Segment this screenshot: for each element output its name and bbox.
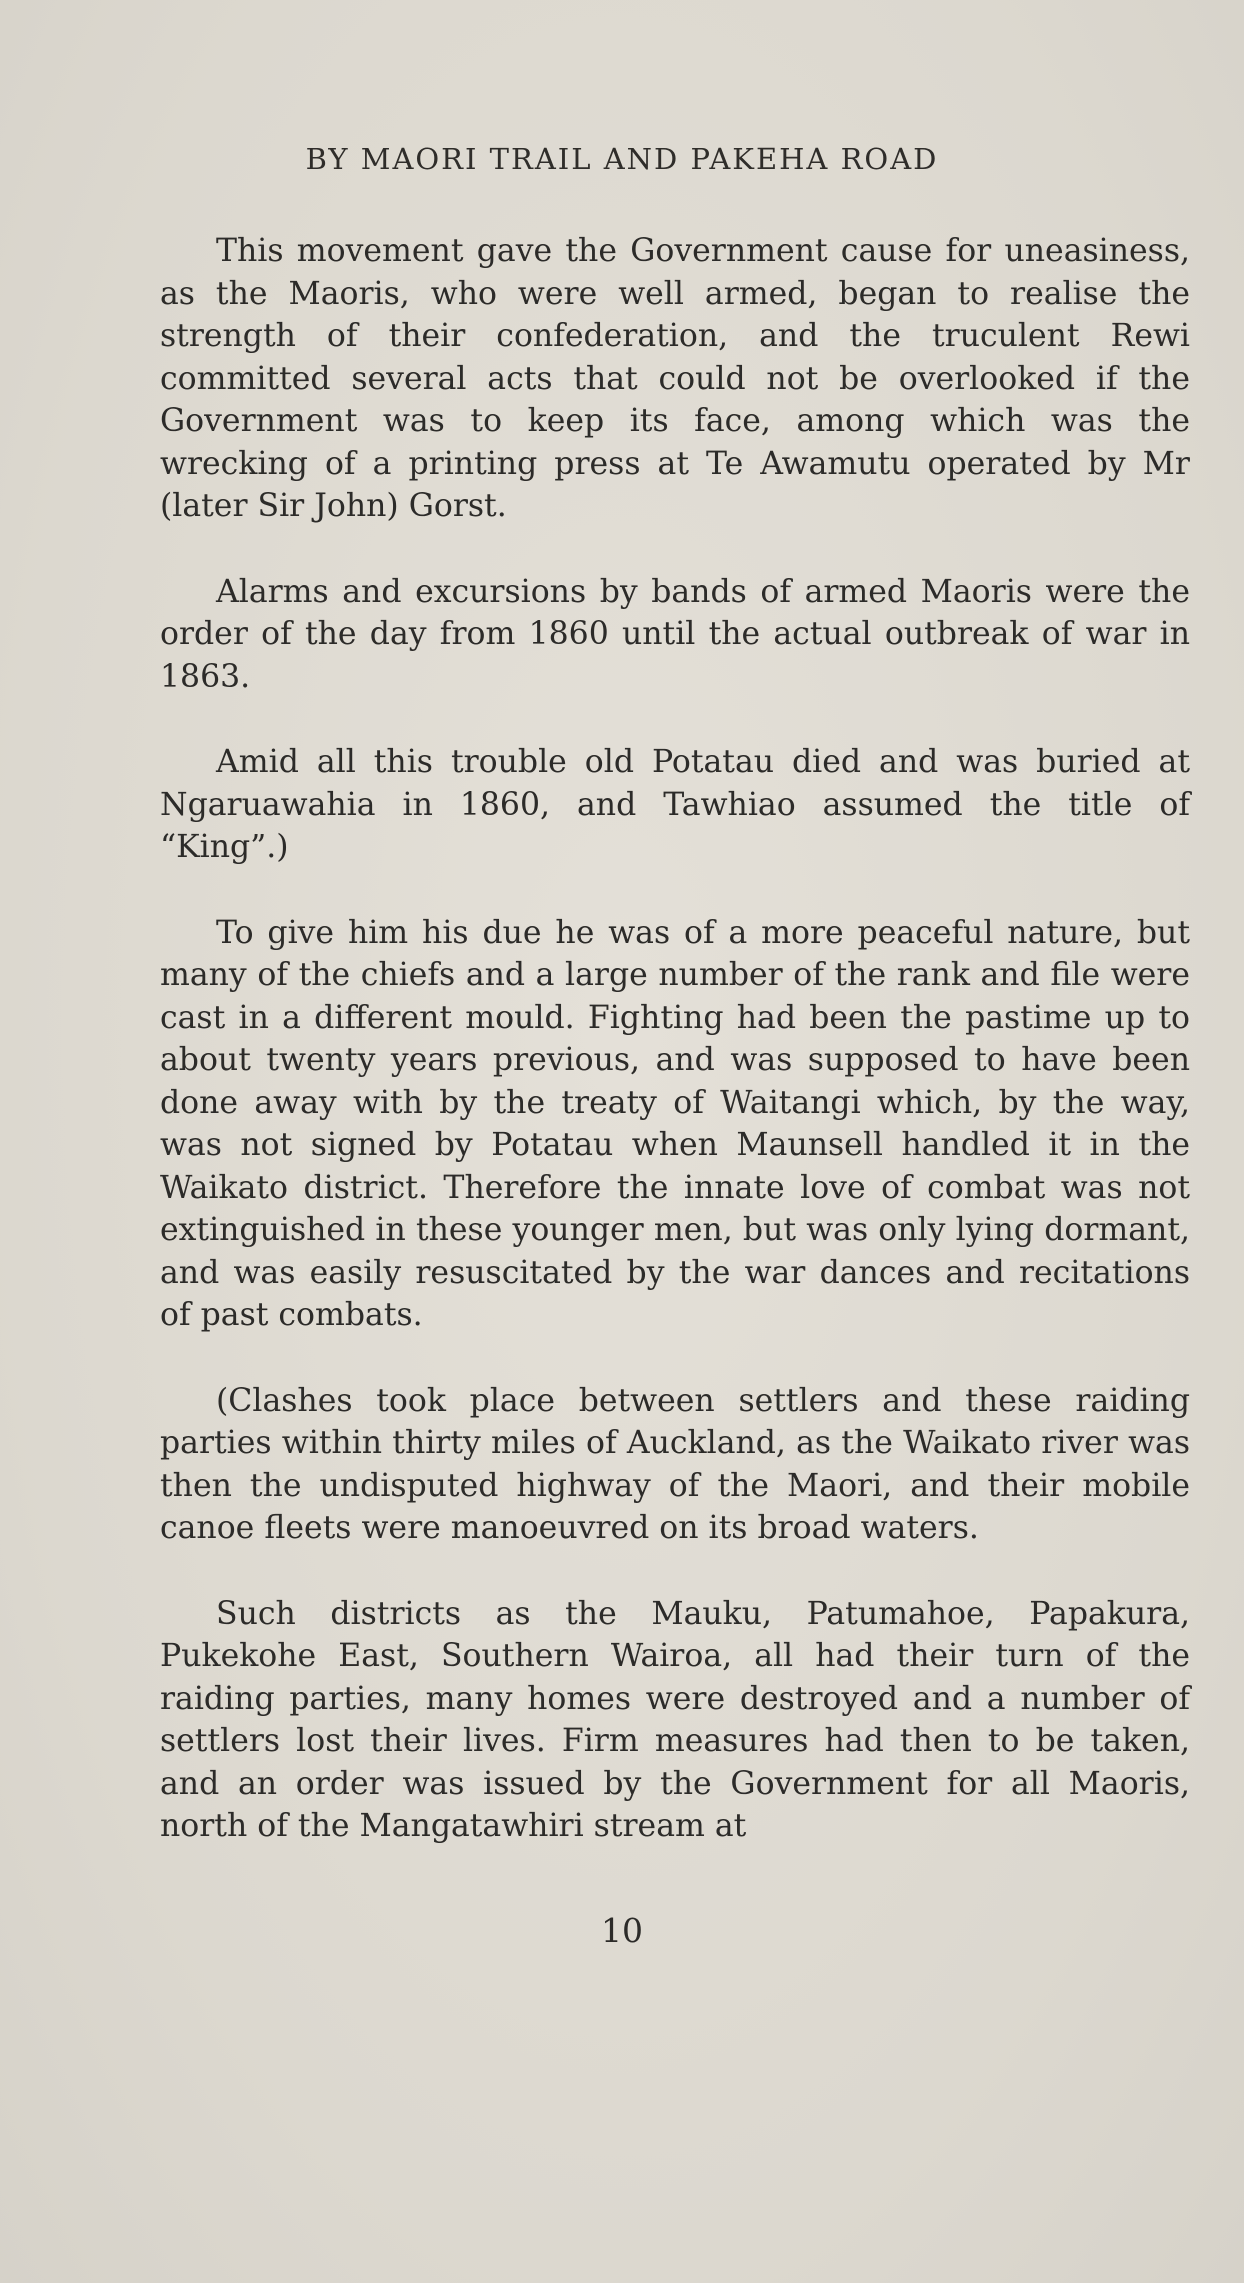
- paragraph: To give him his due he was of a more peaceful nature, but many of the chiefs and a large number of the rank and file were cast in a different mould. Fighting had been the pastime up to about twenty years previous, and was supposed to have been done away with by the treaty of Waitangi which, by the way, was not signed by Potatau when Maunsell handled it in the Waikato district. Therefore the innate love of combat was not extinguished in these younger men, but was only lying dormant, and was easily resuscitated by the war dances and recitations of past combats.: [160, 914, 1190, 1333]
- paragraph: Amid all this trouble old Potatau died and was buried at Ngaruawahia in 1860, and Tawhiao assumed the title of “King”.): [160, 744, 1190, 865]
- page-number: 10: [601, 1911, 643, 1950]
- paragraph: (Clashes took place between settlers and these raiding parties within thirty miles of Auckland, as the Waikato river was then the undisputed highway of the Maori, and their mobile canoe fleets were manoeuvred on its broad waters.: [160, 1382, 1190, 1546]
- running-head: BY MAORI TRAIL AND PAKEHA ROAD: [305, 142, 939, 176]
- paragraph: Alarms and excursions by bands of armed Maoris were the order of the day from 1860 until the actual outbreak of war in 1863.: [160, 573, 1190, 695]
- paragraph: Such districts as the Mauku, Patumahoe, Papakura, Pukekohe East, Southern Wairoa, all had their turn of the raiding parties, many homes were destroyed and a number of settlers lost their lives. Firm measures had then to be taken, and an order was issued by the Government for all Maoris, north of the Mangatawhiri stream at: [160, 1595, 1190, 1844]
- paragraph: This movement gave the Government cause for uneasiness, as the Maoris, who were well armed, began to realise the strength of their confederation, and the truculent Rewi committed several acts that could not be overlooked if the Government was to keep its face, among which was the wrecking of a printing press at Te Awamutu operated by Mr (later Sir John) Gorst.: [160, 233, 1190, 524]
- body-text: [160, 230, 1190, 1891]
